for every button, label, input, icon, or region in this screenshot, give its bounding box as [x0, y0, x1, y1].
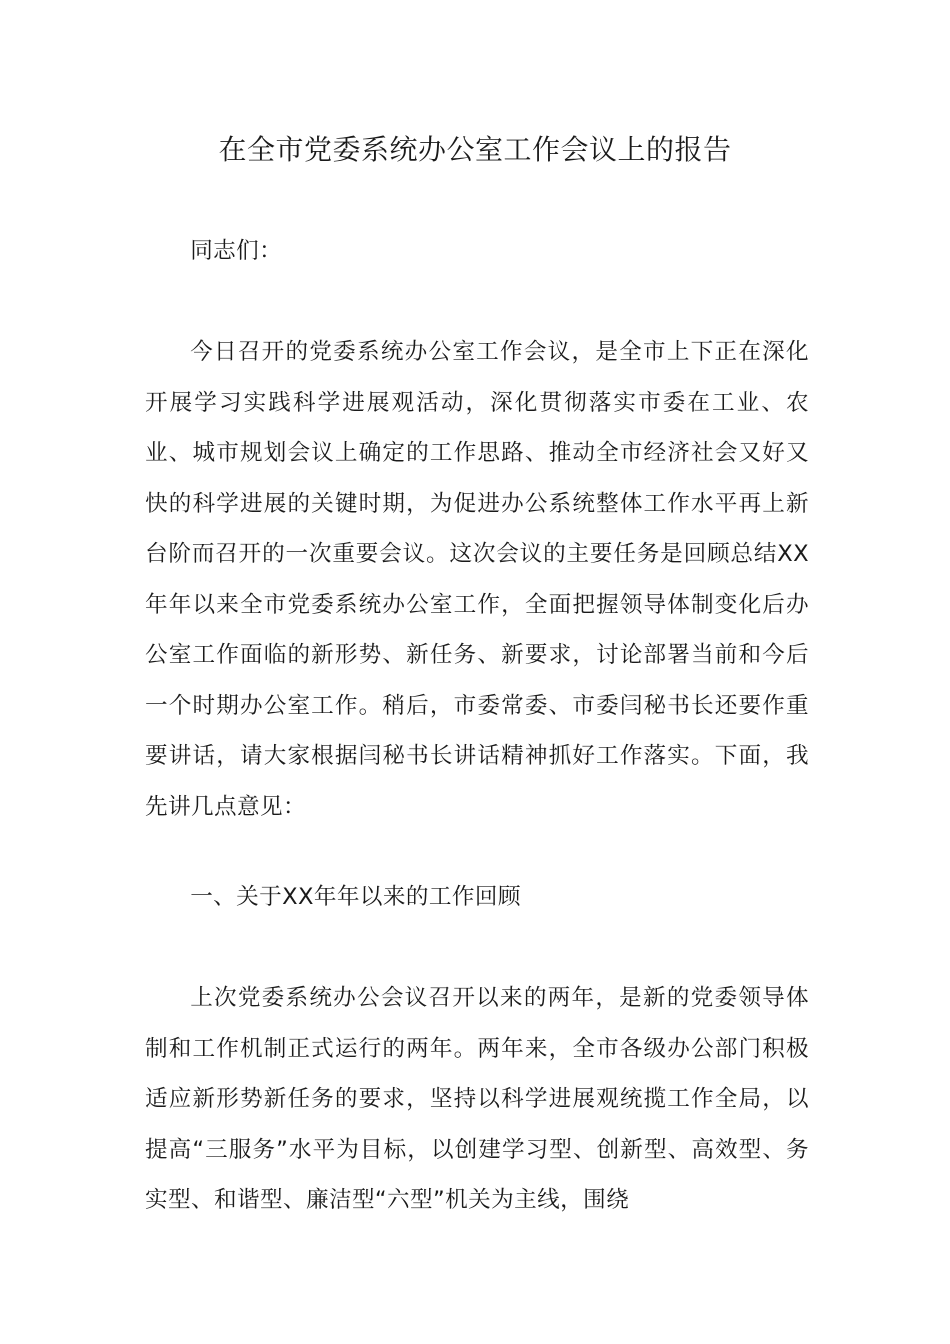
salutation: 同志们：: [190, 238, 283, 264]
document-title: 在全市党委系统办公室工作会议上的报告: [218, 133, 732, 166]
body-paragraph-2: 上次党委系统办公会议召开以来的两年，是新的党委领导体制和工作机制正式运行的两年。两年来，全市各级办公部门积极适应新形势新任务的要求，坚持以科学进展观统揽工作全局，以提高“三服务”水平为目标，以创建学习型、创新型、高效型、务实型、和谐型、廉洁型“六型”机关为主线，围绕: [145, 985, 809, 1213]
body-paragraph-1: 今日召开的党委系统办公室工作会议，是全市上下正在深化开展学习实践科学进展观活动，深化贯彻落实市委在工业、农业、城市规划会议上确定的工作思路、推动全市经济社会又好又快的科学进展的关键时期，为促进办公系统整体工作水平再上新台阶而召开的一次重要会议。这次会议的主要任务是回顾总结XX年年以来全市党委系统办公室工作，全面把握领导体制变化后办公室工作面临的新形势、新任务、新要求，讨论部署当前和今后一个时期办公室工作。稍后，市委常委、市委闫秘书长还要作重要讲话，请大家根据闫秘书长讲话精神抓好工作落实。下面，我先讲几点意见：: [145, 339, 809, 820]
section-heading-1: 一、关于XX年年以来的工作回顾: [190, 884, 521, 910]
